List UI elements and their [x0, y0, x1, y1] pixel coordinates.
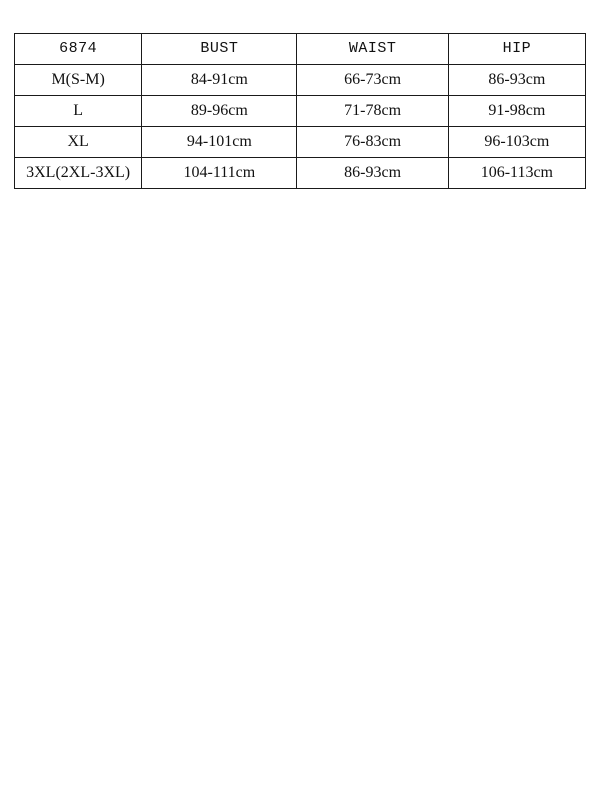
size-label: 3XL(2XL-3XL)	[15, 158, 142, 189]
waist-value: 66-73cm	[297, 65, 448, 96]
hip-value: 86-93cm	[448, 65, 585, 96]
table-header-row	[15, 34, 586, 65]
table-row	[15, 127, 586, 158]
table-row	[15, 65, 586, 96]
hip-value: 96-103cm	[448, 127, 585, 158]
table-row	[15, 158, 586, 189]
waist-value: 76-83cm	[297, 127, 448, 158]
bust-value: 84-91cm	[142, 65, 297, 96]
size-label: L	[15, 96, 142, 127]
header-waist: WAIST	[297, 34, 448, 65]
header-hip: HIP	[448, 34, 585, 65]
size-label: XL	[15, 127, 142, 158]
size-label: M(S-M)	[15, 65, 142, 96]
hip-value: 91-98cm	[448, 96, 585, 127]
waist-value: 71-78cm	[297, 96, 448, 127]
bust-value: 94-101cm	[142, 127, 297, 158]
bust-value: 89-96cm	[142, 96, 297, 127]
table-row	[15, 96, 586, 127]
header-bust: BUST	[142, 34, 297, 65]
size-chart-table	[14, 33, 586, 189]
bust-value: 104-111cm	[142, 158, 297, 189]
waist-value: 86-93cm	[297, 158, 448, 189]
header-style-number: 6874	[15, 34, 142, 65]
hip-value: 106-113cm	[448, 158, 585, 189]
